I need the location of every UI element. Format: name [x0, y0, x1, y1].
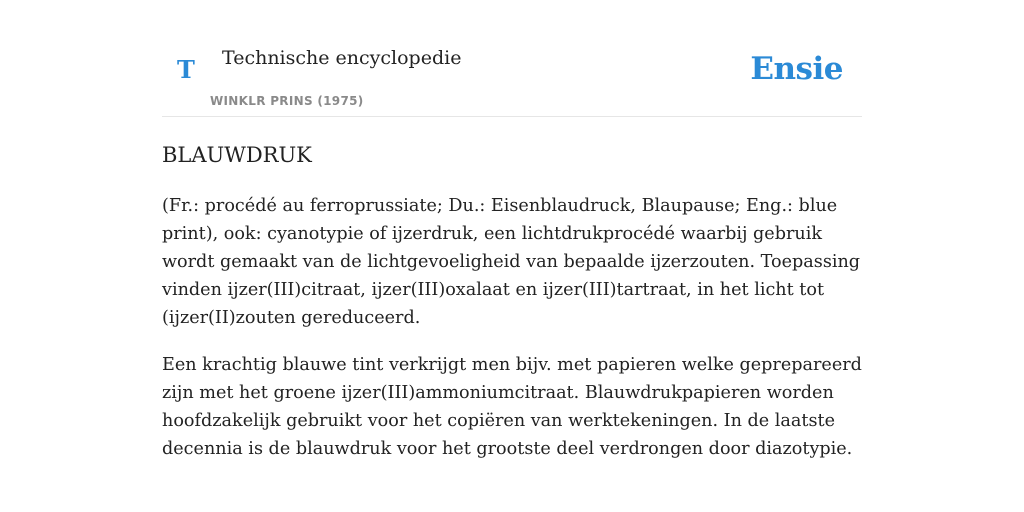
header [162, 0, 862, 117]
book-title-link[interactable]: Technische encyclopedie [222, 47, 462, 69]
page [162, 0, 862, 459]
book-logo-icon[interactable]: T [177, 55, 195, 84]
entry-paragraph-1: (Fr.: procédé au ferroprussiate; Du.: Eisenblaudruck, Blaupause; Eng.: blue print), ook: cyanotypie of ijzerdruk, een lichtdrukprocédé waarbij gebruik wordt gemaakt van de lichtgevoeligheid van bepaalde ijzerzouten. Toepassing vinden ijzer(III)citraat, ijzer(III)oxalaat en ijzer(III)tartraat, in het licht tot (ijzer(II)zouten gereduceerd. [162, 196, 861, 328]
brand-logo-link[interactable]: Ensie [750, 51, 843, 87]
entry-paragraph-2: Een krachtig blauwe tint verkrijgt men bijv. met papieren welke geprepareerd zijn met het groene ijzer(III)ammoniumcitraat. Blauwdrukpapieren worden hoofdzakelijk gebruikt voor het copiëren van werktekeningen. In de laatste decennia is de blauwdruk voor het grootste deel verdrongen door diazotypie. [162, 355, 862, 459]
book-subtitle: WINKLR PRINS (1975) [210, 94, 364, 108]
entry-title: BLAUWDRUK [162, 143, 312, 167]
